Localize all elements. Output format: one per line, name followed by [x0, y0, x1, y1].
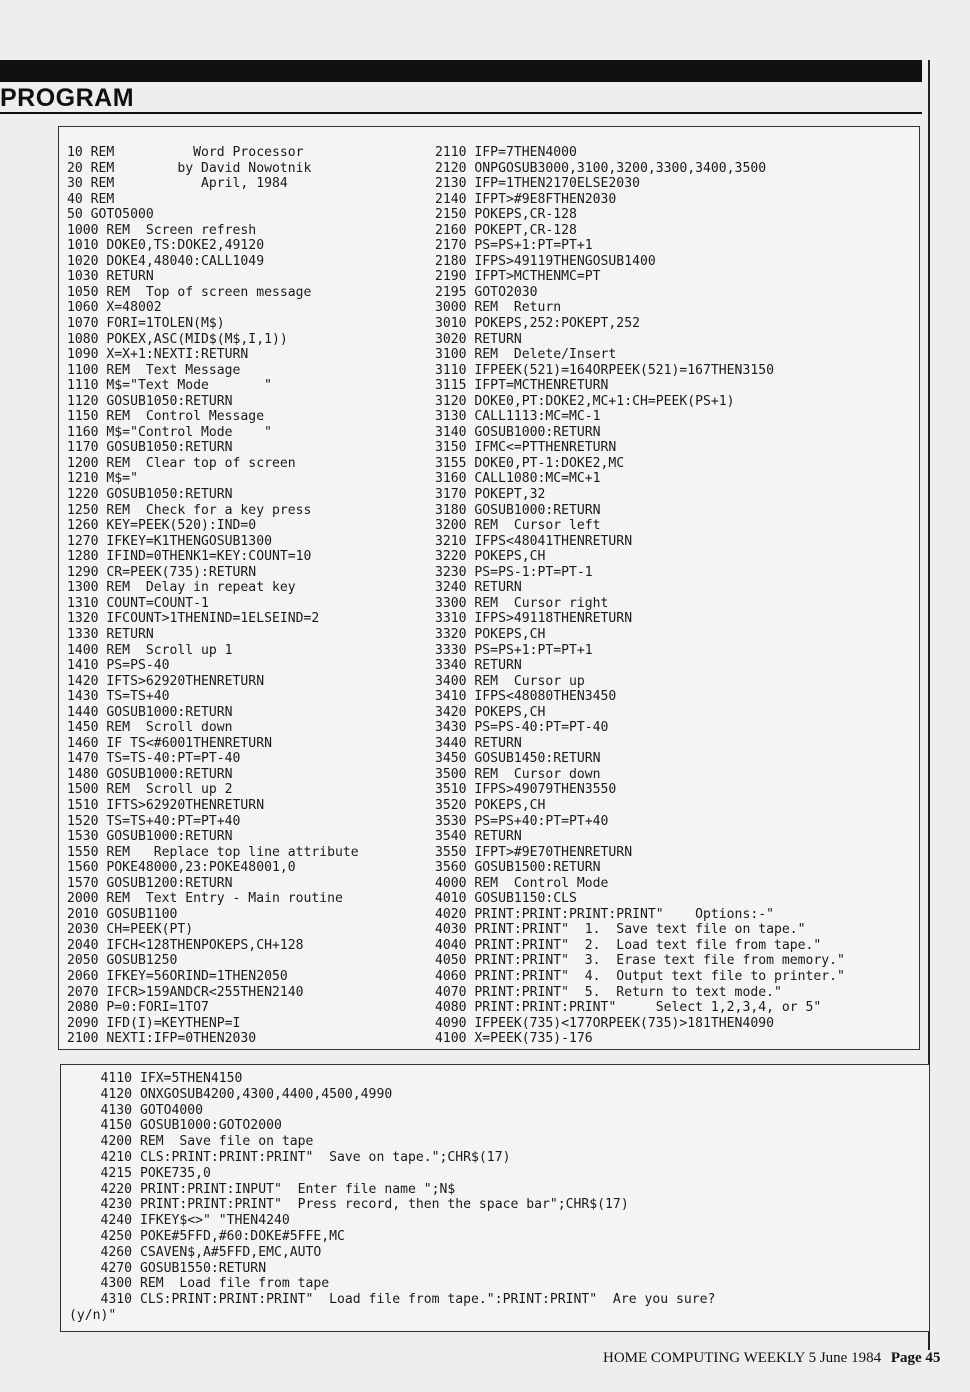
publication-name: HOME COMPUTING WEEKLY 5 June 1984 — [603, 1350, 882, 1366]
code-line: 4215 POKE735,0 — [69, 1165, 211, 1181]
code-line: 3160 CALL1080:MC=MC+1 — [435, 471, 601, 487]
code-line: 2100 NEXTI:IFP=0THEN2030 — [67, 1031, 257, 1047]
code-line: 4080 PRINT:PRINT:PRINT" Select 1,2,3,4, or 5" — [435, 1000, 822, 1016]
code-line: 4300 REM Load file from tape — [69, 1276, 330, 1292]
listing-column-right — [435, 145, 845, 1047]
code-line: 4040 PRINT:PRINT" 2. Load text file from tape." — [435, 937, 822, 953]
code-line: 4100 X=PEEK(735)-176 — [435, 1031, 593, 1047]
code-line: 1220 GOSUB1050:RETURN — [67, 487, 233, 503]
code-line: 1080 POKEX,ASC(MID$(M$,I,1)) — [67, 331, 288, 347]
code-line: 2150 POKEPS,CR-128 — [435, 207, 577, 223]
code-line: 3140 GOSUB1000:RETURN — [435, 424, 601, 440]
code-line: 3020 RETURN — [435, 331, 522, 347]
code-line: 3180 GOSUB1000:RETURN — [435, 502, 601, 518]
code-line: 3220 POKEPS,CH — [435, 549, 546, 565]
code-line: 3210 IFPS<48041THENRETURN — [435, 533, 633, 549]
code-line: 3150 IFMC<=PTTHENRETURN — [435, 440, 617, 456]
code-line: 3100 REM Delete/Insert — [435, 347, 617, 363]
code-line: 40 REM — [67, 191, 115, 207]
code-line: 2080 P=0:FORI=1TO7 — [67, 1000, 209, 1016]
code-line: 4240 IFKEY$<>" "THEN4240 — [69, 1213, 290, 1229]
code-line: 1320 IFCOUNT>1THENIND=1ELSEIND=2 — [67, 611, 320, 627]
code-line: 1510 IFTS>62920THENRETURN — [67, 797, 265, 813]
code-line: 2170 PS=PS+1:PT=PT+1 — [435, 238, 593, 254]
code-line: 4060 PRINT:PRINT" 4. Output text file to printer." — [435, 968, 845, 984]
code-line: 1460 IF TS<#6001THENRETURN — [67, 735, 272, 751]
code-line: 3240 RETURN — [435, 580, 522, 596]
code-line: 3130 CALL1113:MC=MC-1 — [435, 409, 601, 425]
code-line: 3300 REM Cursor right — [435, 595, 609, 611]
code-line: 2000 REM Text Entry - Main routine — [67, 891, 343, 907]
code-line: 1290 CR=PEEK(735):RETURN — [67, 564, 257, 580]
code-line: 1000 REM Screen refresh — [67, 222, 257, 238]
code-line: 1010 DOKE0,TS:DOKE2,49120 — [67, 238, 265, 254]
code-line: 3420 POKEPS,CH — [435, 704, 546, 720]
code-line: 2130 IFP=1THEN2170ELSE2030 — [435, 176, 640, 192]
code-line: 1030 RETURN — [67, 269, 154, 285]
code-line: 50 GOTO5000 — [67, 207, 154, 223]
listing-box-continued — [60, 1064, 930, 1332]
code-line: 1120 GOSUB1050:RETURN — [67, 393, 233, 409]
code-line: 4220 PRINT:PRINT:INPUT" Enter file name ";N$ — [69, 1181, 456, 1197]
code-line: 4200 REM Save file on tape — [69, 1134, 314, 1150]
code-line: 1550 REM Replace top line attribute — [67, 844, 359, 860]
code-line: 1280 IFIND=0THENK1=KEY:COUNT=10 — [67, 549, 312, 565]
code-line: 2050 GOSUB1250 — [67, 953, 178, 969]
code-line: 4150 GOSUB1000:GOTO2000 — [69, 1118, 282, 1134]
code-line: 2070 IFCR>159ANDCR<255THEN2140 — [67, 984, 304, 1000]
code-line: 1110 M$="Text Mode " — [67, 378, 272, 394]
code-line: 2110 IFP=7THEN4000 — [435, 145, 577, 160]
code-line: 4250 POKE#5FFD,#60:DOKE#5FFE,MC — [69, 1228, 345, 1244]
code-line: 3310 IFPS>49118THENRETURN — [435, 611, 633, 627]
code-line: 2190 IFPT>MCTHENMC=PT — [435, 269, 601, 285]
code-line: 1470 TS=TS-40:PT=PT-40 — [67, 751, 241, 767]
code-line: 2195 GOTO2030 — [435, 284, 538, 300]
code-line: 1450 REM Scroll down — [67, 720, 233, 736]
code-line: 2030 CH=PEEK(PT) — [67, 922, 194, 938]
code-line: 4260 CSAVEN$,A#5FFD,EMC,AUTO — [69, 1244, 322, 1260]
code-line: 30 REM April, 1984 — [67, 176, 288, 192]
code-line: 1250 REM Check for a key press — [67, 502, 312, 518]
code-line: 4210 CLS:PRINT:PRINT:PRINT" Save on tape.";CHR$(17) — [69, 1149, 511, 1165]
code-line: 3450 GOSUB1450:RETURN — [435, 751, 601, 767]
code-line: 1170 GOSUB1050:RETURN — [67, 440, 233, 456]
code-line: 3340 RETURN — [435, 658, 522, 674]
code-line: 3320 POKEPS,CH — [435, 626, 546, 642]
code-line: 1520 TS=TS+40:PT=PT+40 — [67, 813, 241, 829]
code-line: 4120 ONXGOSUB4200,4300,4400,4500,4990 — [69, 1086, 393, 1102]
code-line: 3010 POKEPS,252:POKEPT,252 — [435, 316, 640, 332]
code-line: 3400 REM Cursor up — [435, 673, 585, 689]
code-line: 3540 RETURN — [435, 829, 522, 845]
code-line: 2120 ONPGOSUB3000,3100,3200,3300,3400,3500 — [435, 160, 767, 176]
code-line: 3120 DOKE0,PT:DOKE2,MC+1:CH=PEEK(PS+1) — [435, 393, 735, 409]
code-line: 1020 DOKE4,48040:CALL1049 — [67, 253, 265, 269]
code-line: 4130 GOTO4000 — [69, 1102, 204, 1118]
code-line: 1260 KEY=PEEK(520):IND=0 — [67, 518, 257, 534]
code-line: 3170 POKEPT,32 — [435, 487, 546, 503]
code-line: 1310 COUNT=COUNT-1 — [67, 595, 209, 611]
code-line: 4090 IFPEEK(735)<177ORPEEK(735)>181THEN4090 — [435, 1015, 774, 1031]
code-line: 1330 RETURN — [67, 626, 154, 642]
section-heading: PROGRAM — [0, 84, 135, 112]
code-line: 2010 GOSUB1100 — [67, 906, 178, 922]
listing-column-left — [67, 145, 359, 1047]
code-line: 1050 REM Top of screen message — [67, 284, 312, 300]
code-line: 3230 PS=PS-1:PT=PT-1 — [435, 564, 593, 580]
code-line: 4310 CLS:PRINT:PRINT:PRINT" Load file from tape.":PRINT:PRINT" Are you sure? — [69, 1292, 716, 1308]
code-line: 1150 REM Control Message — [67, 409, 265, 425]
code-line: 1160 M$="Control Mode " — [67, 424, 272, 440]
code-line: 3530 PS=PS+40:PT=PT+40 — [435, 813, 609, 829]
code-line: 1440 GOSUB1000:RETURN — [67, 704, 233, 720]
code-line: 3440 RETURN — [435, 735, 522, 751]
header-bar — [0, 60, 922, 82]
code-line: 4050 PRINT:PRINT" 3. Erase text file from memory." — [435, 953, 845, 969]
page-footer — [603, 1350, 940, 1367]
code-line: 1420 IFTS>62920THENRETURN — [67, 673, 265, 689]
code-line: 1400 REM Scroll up 1 — [67, 642, 233, 658]
code-line: 4010 GOSUB1150:CLS — [435, 891, 577, 907]
code-line: 4000 REM Control Mode — [435, 875, 609, 891]
code-line: 4110 IFX=5THEN4150 — [69, 1071, 243, 1086]
code-line: 3330 PS=PS+1:PT=PT+1 — [435, 642, 593, 658]
code-line: 3115 IFPT=MCTHENRETURN — [435, 378, 609, 394]
code-line: 1300 REM Delay in repeat key — [67, 580, 296, 596]
code-line: 3500 REM Cursor down — [435, 766, 601, 782]
code-line: 1210 M$=" — [67, 471, 138, 487]
code-line: 1270 IFKEY=K1THENGOSUB1300 — [67, 533, 272, 549]
code-line: 3200 REM Cursor left — [435, 518, 601, 534]
code-line: 3550 IFPT>#9E70THENRETURN — [435, 844, 633, 860]
code-line: 2180 IFPS>49119THENGOSUB1400 — [435, 253, 656, 269]
listing-box-main — [58, 126, 920, 1050]
code-line: 1430 TS=TS+40 — [67, 689, 170, 705]
code-line: 4270 GOSUB1550:RETURN — [69, 1260, 267, 1276]
code-line: 2040 IFCH<128THENPOKEPS,CH+128 — [67, 937, 304, 953]
heading-rule — [0, 112, 922, 114]
code-line: 2090 IFD(I)=KEYTHENP=I — [67, 1015, 241, 1031]
code-line: 20 REM by David Nowotnik — [67, 160, 312, 176]
code-line: 1480 GOSUB1000:RETURN — [67, 766, 233, 782]
code-line: 3110 IFPEEK(521)=164ORPEEK(521)=167THEN3150 — [435, 362, 774, 378]
code-line: 1570 GOSUB1200:RETURN — [67, 875, 233, 891]
code-line: 1100 REM Text Message — [67, 362, 241, 378]
code-line: 2060 IFKEY=56ORIND=1THEN2050 — [67, 968, 288, 984]
code-line: 4020 PRINT:PRINT:PRINT:PRINT" Options:-" — [435, 906, 774, 922]
code-line: 3430 PS=PS-40:PT=PT-40 — [435, 720, 609, 736]
code-line: 1070 FORI=1TOLEN(M$) — [67, 316, 225, 332]
code-line: 1560 POKE48000,23:POKE48001,0 — [67, 860, 296, 876]
code-line: 3000 REM Return — [435, 300, 562, 316]
code-line: 4030 PRINT:PRINT" 1. Save text file on tape." — [435, 922, 806, 938]
code-line: 1200 REM Clear top of screen — [67, 455, 296, 471]
code-line: 3155 DOKE0,PT-1:DOKE2,MC — [435, 455, 625, 471]
code-line: 1500 REM Scroll up 2 — [67, 782, 233, 798]
code-line: 4070 PRINT:PRINT" 5. Return to text mode." — [435, 984, 782, 1000]
code-line: 1530 GOSUB1000:RETURN — [67, 829, 233, 845]
code-line: 1060 X=48002 — [67, 300, 162, 316]
code-line: 3510 IFPS>49079THEN3550 — [435, 782, 617, 798]
code-line: 3410 IFPS<48080THEN3450 — [435, 689, 617, 705]
code-line: 2140 IFPT>#9E8FTHEN2030 — [435, 191, 617, 207]
code-line: (y/n)" — [69, 1307, 117, 1323]
code-line: 4230 PRINT:PRINT:PRINT" Press record, then the space bar";CHR$(17) — [69, 1197, 629, 1213]
code-line: 10 REM Word Processor — [67, 145, 304, 160]
code-line: 3560 GOSUB1500:RETURN — [435, 860, 601, 876]
code-line: 1090 X=X+1:NEXTI:RETURN — [67, 347, 249, 363]
code-line: 1410 PS=PS-40 — [67, 658, 170, 674]
code-line: 3520 POKEPS,CH — [435, 797, 546, 813]
listing-column-continued — [69, 1071, 715, 1324]
code-line: 2160 POKEPT,CR-128 — [435, 222, 577, 238]
page-number: Page 45 — [890, 1350, 941, 1366]
